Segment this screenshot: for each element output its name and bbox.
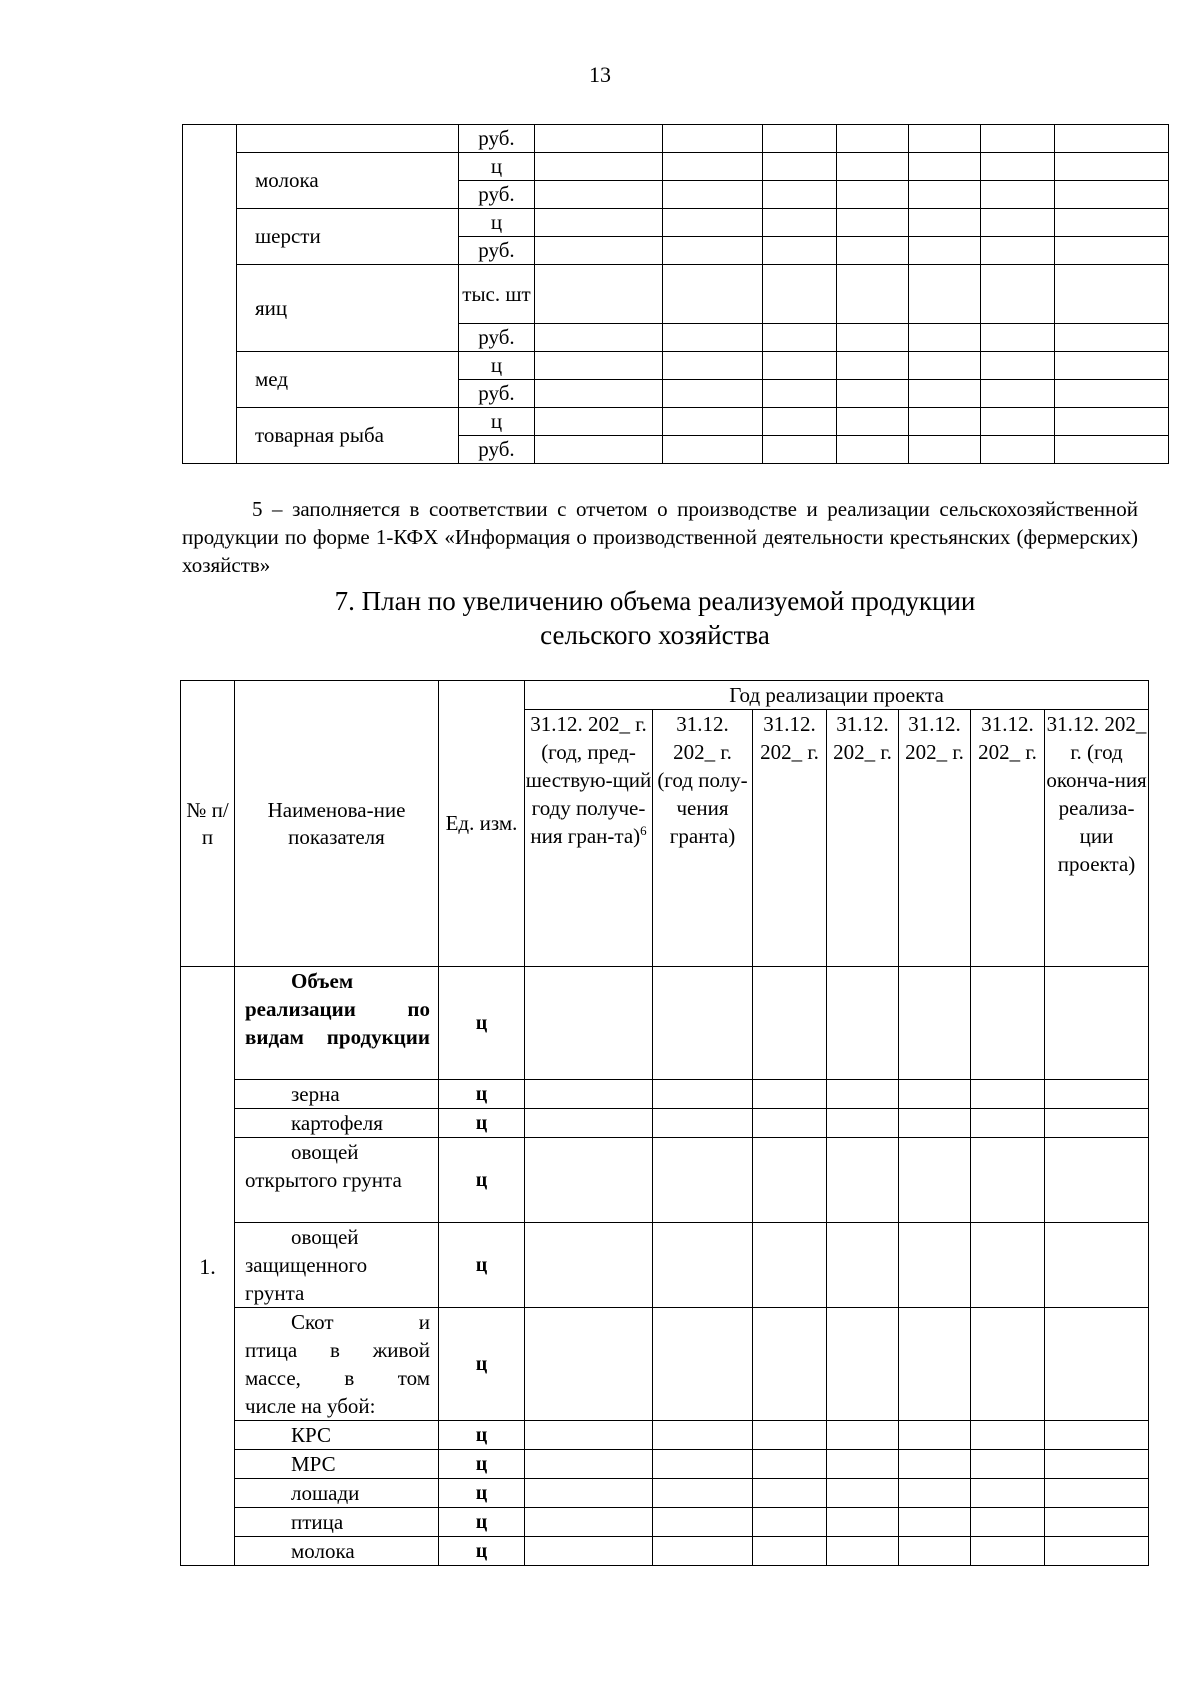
indicator-wool: шерсти (237, 209, 459, 265)
footnote-mark: 6 (640, 823, 647, 838)
header-unit: Ед. изм. (439, 681, 525, 967)
unit-cell: ц (439, 1109, 525, 1138)
indicator-grain: зерна (235, 1080, 439, 1109)
indicator-cattle: КРС (235, 1421, 439, 1450)
header-year-6: 31.12. 202_ г. (971, 710, 1045, 967)
footnote: 5 – заполняется в соответствии с отчетом о производстве и реализации сельскохозяйственной продукции по форме 1-КФХ «Информация о производственной деятельности крестьянских (фермерских) хозяйств» (182, 497, 1138, 577)
unit-cell: ц (439, 1508, 525, 1537)
indicator-total-sales: Объем реализации по видам продукции (235, 967, 439, 1080)
unit-cell: ц (459, 408, 535, 436)
section-title (240, 584, 1070, 652)
unit-cell: ц (439, 1308, 525, 1421)
indicator-potato: картофеля (235, 1109, 439, 1138)
unit-cell: ц (459, 352, 535, 380)
section-title-line1: 7. План по увеличению объема реализуемой продукции (334, 586, 976, 616)
indicator-cell (237, 125, 459, 153)
header-years-title: Год реализации проекта (525, 681, 1149, 710)
unit-cell: ц (439, 1223, 525, 1308)
unit-cell: руб. (459, 380, 535, 408)
unit-cell: ц (459, 209, 535, 237)
unit-cell: ц (439, 1479, 525, 1508)
indicator-livestock-poultry: Скот и птица в живой массе, в том числе на убой: (235, 1308, 439, 1421)
unit-cell: ц (439, 1138, 525, 1223)
row-number: 1. (181, 967, 235, 1566)
unit-cell: руб. (459, 436, 535, 464)
indicator-eggs: яиц (237, 265, 459, 352)
header-indicator: Наименова-ние показателя (235, 681, 439, 967)
unit-cell: ц (439, 967, 525, 1080)
header-year-1: 31.12. 202_ г. (год, пред-шествую-щий году получе-ния гран-та)$^6$ (525, 710, 653, 967)
unit-cell: ц (439, 1080, 525, 1109)
sales-plan-table (180, 680, 1149, 1566)
row-number-cell (183, 125, 237, 464)
indicator-horses: лошади (235, 1479, 439, 1508)
indicator-milk: молока (235, 1537, 439, 1566)
indicator-greenhouse-vegetables: овощей защищенного грунта (235, 1223, 439, 1308)
unit-cell: руб. (459, 181, 535, 209)
indicator-milk: молока (237, 153, 459, 209)
page-number: 13 (589, 62, 611, 87)
unit-cell: руб. (459, 237, 535, 265)
indicator-open-ground-vegetables: овощей открытого грунта (235, 1138, 439, 1223)
header-year-4: 31.12. 202_ г. (827, 710, 899, 967)
unit-cell: ц (459, 153, 535, 181)
header-year-7: 31.12. 202_ г. (год оконча-ния реализа-ции проекта) (1045, 710, 1149, 967)
unit-cell: тыс. шт (459, 265, 535, 324)
unit-cell: руб. (459, 125, 535, 153)
unit-cell: ц (439, 1450, 525, 1479)
header-year-2: 31.12. 202_ г. (год полу-чения гранта) (653, 710, 753, 967)
sales-table-continued (182, 124, 1169, 464)
indicator-honey: мед (237, 352, 459, 408)
unit-cell: руб. (459, 324, 535, 352)
indicator-fish: товарная рыба (237, 408, 459, 464)
unit-cell: ц (439, 1421, 525, 1450)
header-number: № п/п (181, 681, 235, 967)
section-title-line2: сельского хозяйства (540, 620, 770, 650)
header-year-3: 31.12. 202_ г. (753, 710, 827, 967)
indicator-poultry: птица (235, 1508, 439, 1537)
indicator-small-ruminants: МРС (235, 1450, 439, 1479)
unit-cell: ц (439, 1537, 525, 1566)
header-year-5: 31.12. 202_ г. (899, 710, 971, 967)
